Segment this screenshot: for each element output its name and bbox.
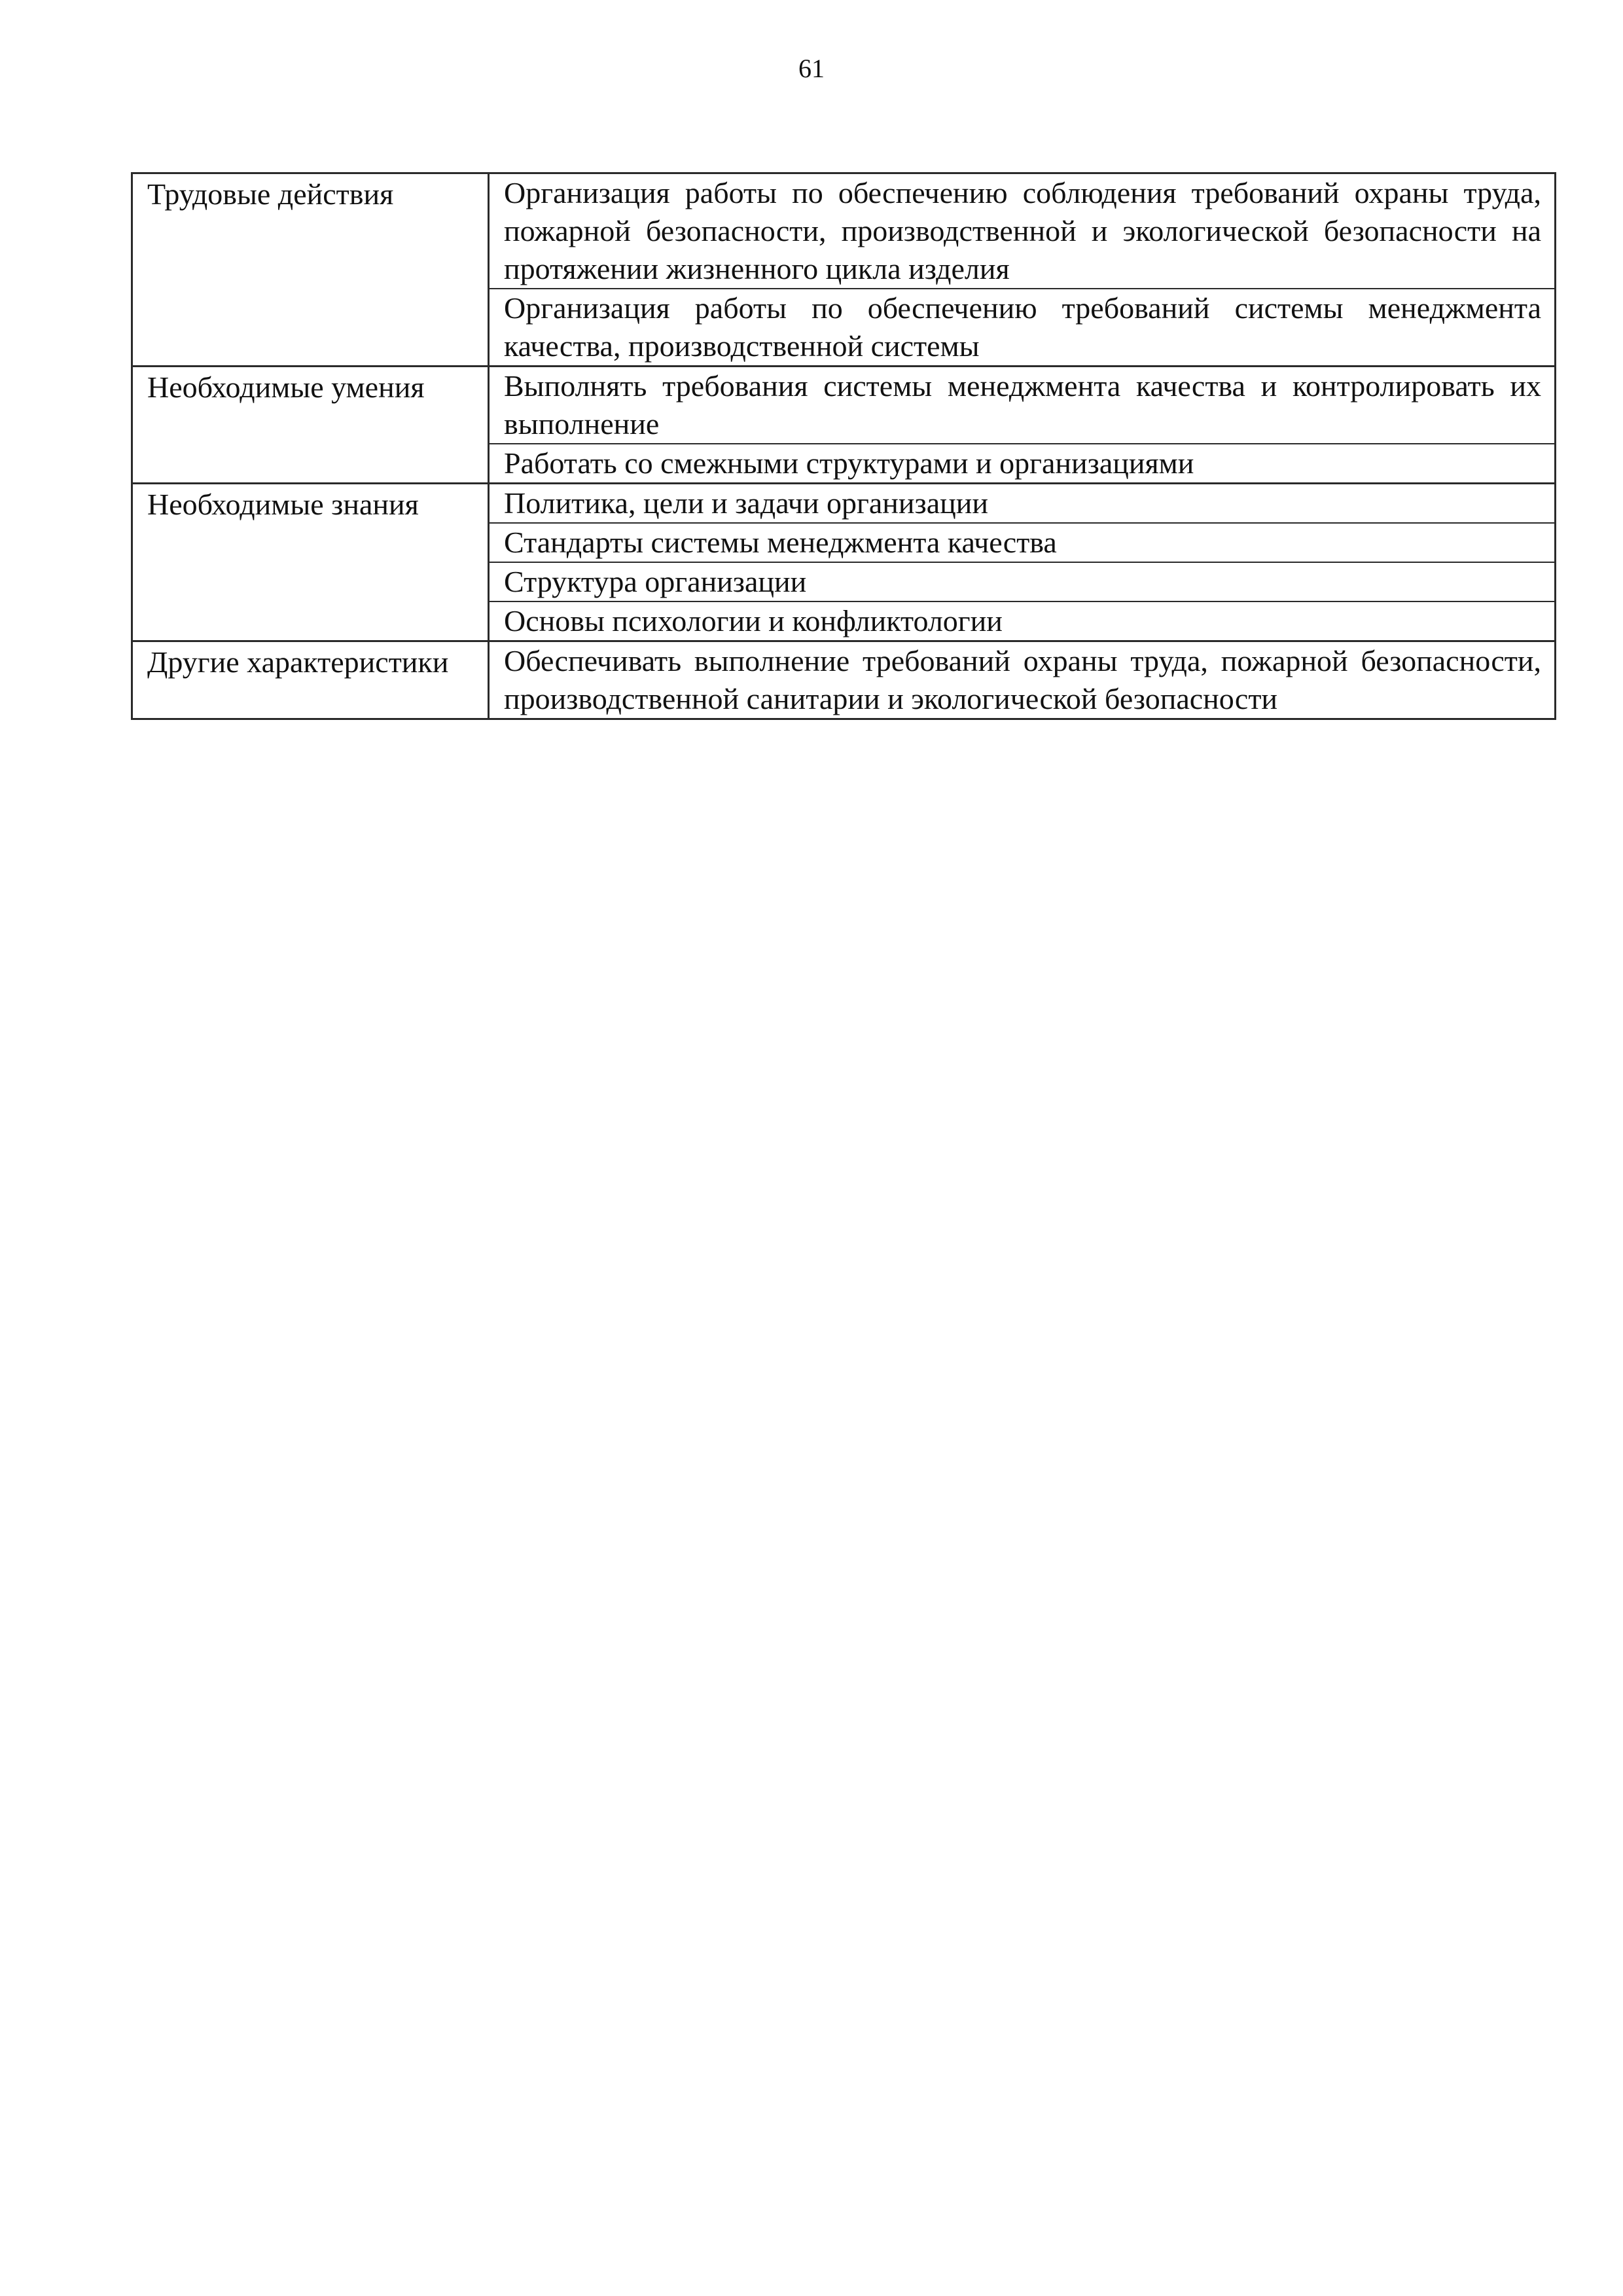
list-item: Работать со смежными структурами и организациями [490, 443, 1554, 482]
competency-table [131, 172, 1556, 720]
row-content-cell [489, 367, 1556, 484]
table-row-required-skills [132, 367, 1556, 484]
list-item: Организация работы по обеспечению требований системы менеджмента качества, производственной системы [490, 288, 1554, 365]
row-content-cell [489, 484, 1556, 641]
list-item: Стандарты системы менеджмента качества [490, 522, 1554, 562]
row-label-labor-actions: Трудовые действия [147, 177, 394, 211]
row-label-cell [132, 641, 489, 719]
row-label-cell [132, 173, 489, 367]
list-item: Выполнять требования системы менеджмента качества и контролировать их выполнение [504, 369, 1541, 440]
row-content-cell [489, 173, 1556, 367]
row-label-cell [132, 484, 489, 641]
row-label-required-skills: Необходимые умения [147, 370, 425, 404]
list-item: Основы психологии и конфликтологии [490, 601, 1554, 640]
list-item: Организация работы по обеспечению соблюдения требований охраны труда, пожарной безопасности, производственной и экологической безопасности на протяжении жизненного цикла изделия [504, 176, 1541, 285]
table-row-required-knowledge [132, 484, 1556, 641]
table-row-labor-actions [132, 173, 1556, 367]
page-number: 61 [798, 54, 825, 83]
list-item: Обеспечивать выполнение требований охраны труда, пожарной безопасности, производственной санитарии и экологической безопасности [504, 644, 1541, 715]
list-item: Политика, цели и задачи организации [504, 486, 988, 520]
row-content-cell [489, 641, 1556, 719]
row-label-cell [132, 367, 489, 484]
list-item: Структура организации [490, 562, 1554, 601]
row-label-required-knowledge: Необходимые знания [147, 488, 419, 521]
table-row-other-characteristics [132, 641, 1556, 719]
row-label-other-characteristics: Другие характеристики [147, 645, 449, 679]
